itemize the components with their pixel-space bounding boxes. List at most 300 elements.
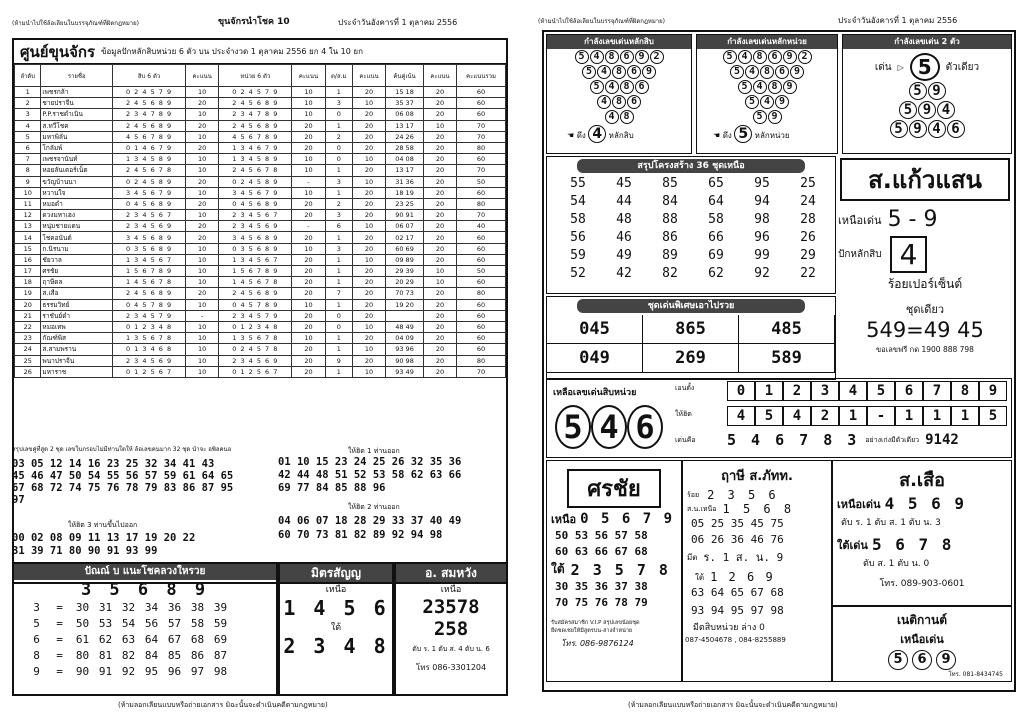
mid-cell: 1 — [755, 381, 783, 401]
table-cell: 10 — [292, 187, 325, 198]
mid-cell: - — [867, 406, 895, 426]
table-cell: 60 — [457, 254, 506, 265]
rs-phone: 087-4504678 , 084-8255889 — [685, 636, 786, 644]
table-cell: หนุ่มชายแดน — [41, 221, 113, 232]
pointing-hand-icon: ☚ — [567, 131, 575, 140]
table-cell: 20 — [423, 243, 456, 254]
table-cell: 20 — [423, 221, 456, 232]
table-row — [15, 355, 506, 366]
grid-cell: 45 — [616, 176, 632, 191]
box1-cell: 9 — [33, 665, 40, 678]
pyramid-digit: 6 — [947, 120, 965, 138]
table-cell: 0 — [325, 109, 352, 120]
table-cell: 0 1 2 5 6 7 — [113, 366, 186, 377]
pyramid-digit: 4 — [753, 80, 767, 94]
table-cell: 1 3 4 6 7 9 — [219, 142, 292, 153]
table-cell: 50 — [457, 266, 506, 277]
ss-title: ส.เสือ — [899, 470, 945, 491]
hit2-row: 04 06 07 18 28 29 33 37 40 49 — [278, 515, 462, 527]
table-cell: 20 — [292, 277, 325, 288]
table-row — [15, 176, 506, 187]
table-row — [15, 310, 506, 321]
pyr1-footer: ☚ ดึง 4 หลักสิบ — [567, 126, 634, 142]
table-cell: 17 — [15, 266, 41, 277]
table-cell: 10 — [186, 344, 219, 355]
box1-cell: 92 — [121, 665, 136, 678]
table-cell: 20 — [292, 288, 325, 299]
set-cell: 045 — [547, 315, 643, 343]
table-cell: 29 39 — [386, 266, 424, 277]
table-cell: 60 — [457, 187, 506, 198]
table-cell: 60 — [457, 154, 506, 165]
table-cell: 10 — [292, 154, 325, 165]
pyramid-digit: 4 — [745, 65, 759, 79]
grid-cell: 58 — [708, 212, 724, 227]
table-cell: 70 — [457, 131, 506, 142]
table-cell: 20 — [423, 176, 456, 187]
box1-cell: 64 — [144, 633, 159, 646]
pyramid-row — [547, 65, 691, 79]
table-cell: 2 3 4 5 6 9 — [113, 221, 186, 232]
table-cell: 13 17 — [386, 165, 424, 176]
pyr2-title: กำลังเลขเด่นหลักหน่วย — [697, 35, 837, 49]
table-cell: 06 07 — [386, 221, 424, 232]
table-cell: 3 4 5 6 8 9 — [113, 232, 186, 243]
grid-cell: 28 — [800, 212, 816, 227]
table-cell: 10 — [186, 266, 219, 277]
grid-cell: 82 — [662, 266, 678, 281]
hit2-title: ให้ฮิต 2 ท่านออก — [348, 503, 400, 511]
table-cell: 1 4 5 6 7 8 — [219, 277, 292, 288]
table-cell: 20 — [352, 355, 385, 366]
pyramid-digit: 9 — [928, 82, 946, 100]
table-cell: 0 1 2 5 6 7 — [219, 366, 292, 377]
box1-cell: 86 — [190, 649, 205, 662]
table-cell: 80 — [457, 355, 506, 366]
table-cell: 6 — [15, 142, 41, 153]
table-cell: 10 — [352, 98, 385, 109]
table-cell: 90 98 — [386, 355, 424, 366]
table-cell: 1 — [325, 344, 352, 355]
table-cell: 20 — [423, 165, 456, 176]
table-cell: 60 69 — [386, 243, 424, 254]
grid-36 — [546, 156, 836, 294]
box1-cell: 58 — [190, 617, 205, 630]
table-row — [15, 131, 506, 142]
table-cell: 0 2 4 5 8 9 — [219, 176, 292, 187]
pyramid-digit: 6 — [775, 65, 789, 79]
table-cell: 1 5 6 7 8 9 — [113, 266, 186, 277]
pyramid-digit: 8 — [605, 50, 619, 64]
table-cell: 20 — [352, 288, 385, 299]
grid-cell: 26 — [800, 230, 816, 245]
box1-cell: = — [56, 617, 63, 630]
table-cell: 0 4 5 6 8 9 — [219, 198, 292, 209]
table-cell: 10 — [186, 210, 219, 221]
box1-cell: = — [56, 633, 63, 646]
table-cell: ดวงมหาเฮง — [41, 210, 113, 221]
pyramid-digit: 8 — [768, 80, 782, 94]
table-cell: 09 89 — [386, 254, 424, 265]
box2-label-top: เหนือ — [325, 585, 347, 595]
table-cell: กัณฑ์พิส — [41, 333, 113, 344]
nk-circles — [833, 650, 1011, 670]
table-cell: 0 1 2 3 4 8 — [113, 321, 186, 332]
pyramid-digit: 5 — [890, 120, 908, 138]
set-row — [547, 315, 835, 344]
table-cell: 0 1 4 6 7 9 — [113, 142, 186, 153]
table-cell: 10 — [423, 120, 456, 131]
table-cell: 25 — [15, 355, 41, 366]
set-cell: 269 — [643, 344, 739, 372]
table-cell: 15 — [15, 243, 41, 254]
table-cell: 04 09 — [386, 333, 424, 344]
box1-cell: 53 — [98, 617, 113, 630]
table-cell: 10 — [292, 243, 325, 254]
table-cell: 10 — [352, 254, 385, 265]
table-cell: 60 — [457, 310, 506, 321]
pyramid-digit: 8 — [753, 50, 767, 64]
sc-row: 50 53 56 57 58 — [555, 529, 648, 542]
table-cell: 3 4 5 6 7 9 — [219, 187, 292, 198]
grid-cell: 98 — [754, 212, 770, 227]
table-cell: 02 17 — [386, 232, 424, 243]
kaew-single-label: ชุดเดียว — [905, 303, 945, 316]
table-cell: 20 — [352, 266, 385, 277]
rs-label4: ใต้ — [695, 572, 705, 582]
pyramid-digit: 6 — [635, 80, 649, 94]
pyramid-digit: 9 — [635, 50, 649, 64]
pyramid-digit: 8 — [760, 65, 774, 79]
grid-cell: 88 — [662, 212, 678, 227]
table-cell: 70 — [457, 366, 506, 377]
box1-cell: 5 — [33, 617, 40, 630]
table-cell: หมอเทพ — [41, 321, 113, 332]
pyramid-digit: 9 — [790, 65, 804, 79]
table-cell: 20 — [423, 232, 456, 243]
table-cell: 4 5 6 7 8 9 — [219, 131, 292, 142]
table-cell: P.P.ราชดำเนิน — [41, 109, 113, 120]
rs-sn: 1 5 6 8 — [722, 502, 795, 516]
pyramid-digit: 9 — [918, 101, 936, 119]
pyramid-row — [547, 50, 691, 64]
table-cell: 20 — [352, 142, 385, 153]
sc-row: 30 35 36 37 38 — [555, 580, 648, 593]
table-cell: 5 — [15, 131, 41, 142]
table-cell: 0 — [325, 142, 352, 153]
grid-cell: 94 — [754, 194, 770, 209]
hit3-row: 00 02 08 09 11 13 17 19 20 22 — [12, 532, 196, 544]
rs-label1: ร้อย — [687, 490, 700, 499]
pyramid-row — [547, 80, 691, 94]
sc-row: 70 75 76 78 79 — [555, 596, 648, 609]
grid-cell: 55 — [570, 176, 586, 191]
mid-cell: 4 — [783, 406, 811, 426]
table-cell: 2 — [325, 131, 352, 142]
table-cell: 10 — [186, 333, 219, 344]
pyramid-digit: 5 — [909, 82, 927, 100]
table-cell: 20 29 — [386, 277, 424, 288]
table-cell: 0 — [325, 310, 352, 321]
pyramid-digit: 5 — [738, 80, 752, 94]
table-cell: 10 — [352, 344, 385, 355]
box1-cell: 97 — [190, 665, 205, 678]
mid-cell: 1 — [923, 406, 951, 426]
table-cell: 10 — [292, 98, 325, 109]
mid-row3: 5 4 6 7 8 3 — [727, 431, 860, 449]
table-cell: 2 4 5 6 7 8 — [113, 165, 186, 176]
rs-label3: มีต — [687, 552, 698, 562]
table-cell: 10 — [186, 154, 219, 165]
mid-cell: 6 — [895, 381, 923, 401]
table-cell: 2 3 4 5 6 9 — [219, 221, 292, 232]
rs-note: มีตสิบหน่วย ล่าง 0 — [693, 623, 765, 633]
table-cell: 0 1 3 4 6 8 — [113, 344, 186, 355]
nk-circle: 5 — [888, 650, 908, 670]
table-cell: 20 — [423, 87, 456, 98]
table-cell: 20 — [186, 176, 219, 187]
mid-circle: 4 — [591, 405, 627, 449]
table-row — [15, 321, 506, 332]
table-cell: 1 — [325, 266, 352, 277]
pointing-hand-icon: ☚ — [713, 131, 721, 140]
table-cell: 80 — [457, 288, 506, 299]
box1-cell: 39 — [213, 601, 228, 614]
box1-cell: 50 — [75, 617, 90, 630]
grid-cell: 42 — [616, 266, 632, 281]
box1-cell: 67 — [167, 633, 182, 646]
pyramid-row — [697, 110, 837, 124]
table-cell: 18 19 — [386, 187, 424, 198]
table-row — [15, 299, 506, 310]
table-cell: ส.เสือ — [41, 288, 113, 299]
table-cell: 1 — [325, 232, 352, 243]
table-cell: 0 2 4 5 7 9 — [113, 87, 186, 98]
table-cell: 60 — [457, 277, 506, 288]
right-page — [538, 0, 1020, 724]
table-cell: มหาพิลั่น — [41, 131, 113, 142]
table-cell: 20 — [423, 154, 456, 165]
mid-row3-num: 9142 — [925, 432, 959, 448]
pyramid-digit: 4 — [928, 120, 946, 138]
right-notice: (ห้ามนำไปใช้ล้อเลียนในบรรจุภัณฑ์ที่ผิดกฎหมาย) — [538, 18, 666, 25]
table-cell: 0 4 5 7 8 9 — [113, 299, 186, 310]
kaew-north: 5 - 9 — [887, 207, 938, 232]
table-cell: 2 4 5 6 8 9 — [113, 120, 186, 131]
table-cell: 20 — [352, 131, 385, 142]
table-cell: 1 3 4 5 8 9 — [219, 154, 292, 165]
mid-title: เหลือเลขเด่นสิบหน่วย — [553, 388, 637, 398]
table-row — [15, 333, 506, 344]
table-cell: 2 — [325, 198, 352, 209]
table-cell: 20 — [292, 266, 325, 277]
pyramid-row — [547, 95, 691, 109]
table-cell: 20 — [186, 120, 219, 131]
box1-cell: 90 — [75, 665, 90, 678]
pyr1-rows — [547, 50, 691, 124]
table-cell: 20 — [423, 254, 456, 265]
grid-cell: 22 — [800, 266, 816, 281]
pyramid-row — [843, 82, 1011, 100]
grid-cell: 54 — [570, 194, 586, 209]
mid-label1: เอนตั้ง — [675, 384, 695, 392]
box1-cell: 34 — [144, 601, 159, 614]
left-page — [8, 0, 508, 724]
table-cell: 20 — [292, 366, 325, 377]
table-cell: 3 4 5 6 8 9 — [219, 232, 292, 243]
table-cell: 9 — [15, 176, 41, 187]
table-cell: - — [292, 176, 325, 187]
box1-cell: 54 — [121, 617, 136, 630]
pyramid-digit: 6 — [620, 50, 634, 64]
grid-cell: 66 — [708, 230, 724, 245]
pyramid-digit: 5 — [590, 80, 604, 94]
nk-circle: 6 — [912, 650, 932, 670]
table-cell: 1 — [325, 120, 352, 131]
table-cell: ศรชัย — [41, 266, 113, 277]
box1-cell: 95 — [144, 665, 159, 678]
box1-cell: = — [56, 665, 63, 678]
hit3-row: 31 39 71 80 90 91 93 99 — [12, 545, 158, 557]
sc-top: 0 5 6 7 9 — [580, 511, 674, 527]
table-cell: 22 — [15, 321, 41, 332]
right-footer: (ห้ามลอกเลียนแบบหรือถ่ายเอกสาร มิฉะนั้นจะดำเนินคดีตามกฎหมาย) — [628, 701, 838, 709]
rs-row: 05 25 35 45 75 — [691, 517, 784, 530]
pyramid-digit: 4 — [760, 95, 774, 109]
table-cell: 28 58 — [386, 142, 424, 153]
box1-cell: 38 — [190, 601, 205, 614]
table-row — [15, 120, 506, 131]
column-header: คะแนน — [352, 65, 385, 87]
grid-row — [555, 211, 835, 229]
box1-cell: 30 — [75, 601, 90, 614]
table-cell: ส.ทวีโชค — [41, 120, 113, 131]
rs-hundreds: 2 3 5 6 — [707, 488, 779, 502]
pyramid-digit: 9 — [642, 65, 656, 79]
table-cell: 10 — [292, 109, 325, 120]
table-cell: 3 — [325, 243, 352, 254]
table-row — [15, 366, 506, 377]
ss-label1: เหนือเด่น — [837, 497, 881, 511]
mid-digits-box — [546, 378, 1012, 458]
nk-label: เหนือเด่น — [900, 633, 944, 646]
grid-cell: 86 — [662, 230, 678, 245]
table-cell: 70 — [457, 120, 506, 131]
table-cell: ฤาษีดล — [41, 277, 113, 288]
table-cell: 20 — [186, 198, 219, 209]
pyr2-rows — [697, 50, 837, 124]
pyramid-digit: 8 — [620, 110, 634, 124]
grid-row — [555, 247, 835, 265]
box-lucky-rows — [12, 562, 278, 696]
mid-cell: 9 — [979, 381, 1007, 401]
table-cell: 70 — [457, 165, 506, 176]
pyramid-digit: 9 — [775, 95, 789, 109]
table-cell: 19 — [15, 288, 41, 299]
table-cell: 20 — [423, 333, 456, 344]
table-cell: 10 — [352, 221, 385, 232]
table-cell: 24 26 — [386, 131, 424, 142]
sc-row: 60 63 66 67 68 — [555, 545, 648, 558]
box1-cell: 36 — [167, 601, 182, 614]
sc-label: เหนือ — [551, 513, 577, 526]
table-cell: 12 — [15, 210, 41, 221]
table-cell: 60 — [457, 98, 506, 109]
table-cell: 10 — [186, 109, 219, 120]
pyramid-digit: 4 — [937, 101, 955, 119]
box3-sub: ตับ ร. 1 ตับ ส. 4 ตับ น. 6 — [412, 645, 490, 653]
table-cell: 35 37 — [386, 98, 424, 109]
table-cell: 93 96 — [386, 344, 424, 355]
rs-mit: ร. 1 ส. น. 9 — [703, 551, 784, 564]
table-cell: 2 3 4 7 8 9 — [113, 109, 186, 120]
table-cell: 10 — [292, 333, 325, 344]
summary-row: 45 46 47 50 54 55 56 57 59 61 64 65 — [12, 470, 234, 482]
grid-row — [555, 265, 835, 283]
mid-cell: 3 — [811, 381, 839, 401]
table-row — [15, 288, 506, 299]
table-cell: 10 — [352, 154, 385, 165]
table-cell: เพชรกล้า — [41, 87, 113, 98]
box1-cell: 3 — [33, 601, 40, 614]
grid-cell: 89 — [662, 248, 678, 263]
pyramid-digit: 9 — [783, 50, 797, 64]
column-header: คะแนน — [423, 65, 456, 87]
hit2-block — [278, 514, 504, 542]
sc-bottom: 2 3 5 7 8 — [570, 560, 670, 579]
box1-cell: = — [56, 649, 63, 662]
table-row — [15, 221, 506, 232]
table-cell: 20 — [352, 198, 385, 209]
grid-row — [555, 175, 835, 193]
pyramid-row — [697, 95, 837, 109]
box1-cell: 57 — [167, 617, 182, 630]
grid-cell: 49 — [616, 248, 632, 263]
table-cell: 1 3 5 6 7 8 — [219, 333, 292, 344]
table-cell: ส.สามพราน — [41, 344, 113, 355]
mid-cell: 2 — [783, 381, 811, 401]
table-cell: 10 — [186, 355, 219, 366]
table-cell: 40 — [457, 221, 506, 232]
table-cell: โกลัมพ์ — [41, 142, 113, 153]
kaew-phone: ขอเลขฟรี กด 1900 888 798 — [876, 345, 974, 354]
mid-cell: 1 — [895, 406, 923, 426]
table-cell: ขวัญบ้านนา — [41, 176, 113, 187]
table-cell: 0 2 4 5 8 9 — [113, 176, 186, 187]
kaew-single: 549=49 45 — [866, 318, 984, 342]
pyramid-digit: 8 — [620, 80, 634, 94]
set-row — [547, 344, 835, 373]
table-cell: 6 — [325, 221, 352, 232]
kaew-saen-box — [838, 158, 1012, 380]
grid-row — [555, 229, 835, 247]
pyramid-digit: 4 — [590, 50, 604, 64]
table-cell: 10 — [352, 176, 385, 187]
box1-cell: 8 — [33, 649, 40, 662]
pyramid-two-digit — [842, 34, 1012, 154]
box3-num2: 258 — [433, 618, 469, 640]
table-cell: 0 1 2 3 4 8 — [219, 321, 292, 332]
grid-cell: 25 — [800, 176, 816, 191]
table-cell: ชายปราจีน — [41, 98, 113, 109]
pyramid-digit: 6 — [627, 65, 641, 79]
table-row — [15, 266, 506, 277]
grid-cell: 99 — [754, 248, 770, 263]
table-cell: 20 — [292, 142, 325, 153]
table-cell: 20 — [352, 165, 385, 176]
box1-cell: 32 — [121, 601, 136, 614]
sc-note2: ยืดชดเชยให้มีสูตรบน-ล่างจำหน่าย — [551, 628, 633, 634]
